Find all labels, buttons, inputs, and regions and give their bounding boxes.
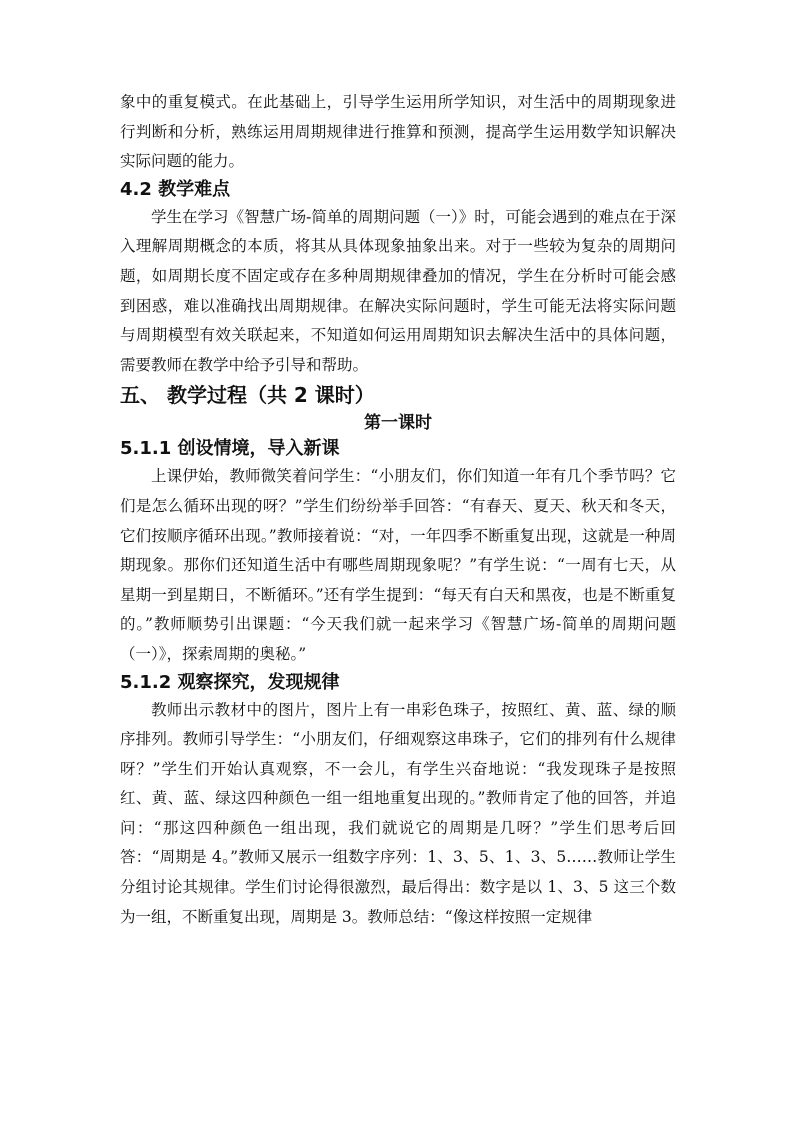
section-4-2-paragraph: 学生在学习《智慧广场-简单的周期问题（一）》时，可能会遇到的难点在于深入理解周期概念的本质，将其从具体现象抽象出来。对于一些较为复杂的周期问题，如周期长度不固定或存在多种周期规律叠加的情况，学生在分析时可能会感到困惑，难以准确找出周期规律。在解决实际问题时，学生可能无法将实际问题与周期模型有效关联起来，不知道如何运用周期知识去解决生活中的具体问题，需要教师在教学中给予引导和帮助。 bbox=[120, 207, 676, 374]
lesson-1-heading: 第一课时 bbox=[364, 413, 432, 434]
section-heading-5-1-1: 5.1.1 创设情境，导入新课 bbox=[120, 438, 340, 460]
section-5-1-1-paragraph: 上课伊始，教师微笑着问学生：“小朋友们，你们知道一年有几个季节吗？它们是怎么循环出现的呀？”学生们纷纷举手回答：“有春天、夏天、秋天和冬天，它们按顺序循环出现。”教师接着说：“对，一年四季不断重复出现，这就是一种周期现象。那你们还知道生活中有哪些周期现象呢？”有学生说：“一周有七天，从星期一到星期日，不断循环。”还有学生提到：“每天有白天和黑夜，也是不断重复的。”教师顺势引出课题：“今天我们就一起来学习《智慧广场-简单的周期问题（一）》，探索周期的奥秘。” bbox=[120, 467, 676, 663]
chapter-heading-5: 五、 教学过程（共 2 课时） bbox=[120, 383, 375, 408]
continuation-paragraph: 象中的重复模式。在此基础上，引导学生运用所学知识，对生活中的周期现象进行判断和分析，熟练运用周期规律进行推算和预测，提高学生运用数学知识解决实际问题的能力。 bbox=[120, 93, 676, 171]
section-heading-5-1-2: 5.1.2 观察探究，发现规律 bbox=[120, 671, 340, 693]
section-heading-4-2: 4.2 教学难点 bbox=[120, 178, 231, 200]
section-5-1-2-paragraph: 教师出示教材中的图片，图片上有一串彩色珠子，按照红、黄、蓝、绿的顺序排列。教师引导学生：“小朋友们，仔细观察这串珠子，它们的排列有什么规律呀？”学生们开始认真观察，不一会儿，有学生兴奋地说：“我发现珠子是按照红、黄、蓝、绿这四种颜色一组一组地重复出现的。”教师肯定了他的回答，并追问：“那这四种颜色一组出现，我们就说它的周期是几呀？”学生们思考后回答：“周期是 4。”教师又展示一组数字序列：1、3、5、1、3、5……教师让学生分组讨论其规律。学生们讨论得很激烈，最后得出：数字是以 1、3、5 这三个数为一组，不断重复出现，周期是 3。教师总结：“像这样按照一定规律 bbox=[120, 700, 676, 926]
document-body bbox=[120, 88, 676, 932]
